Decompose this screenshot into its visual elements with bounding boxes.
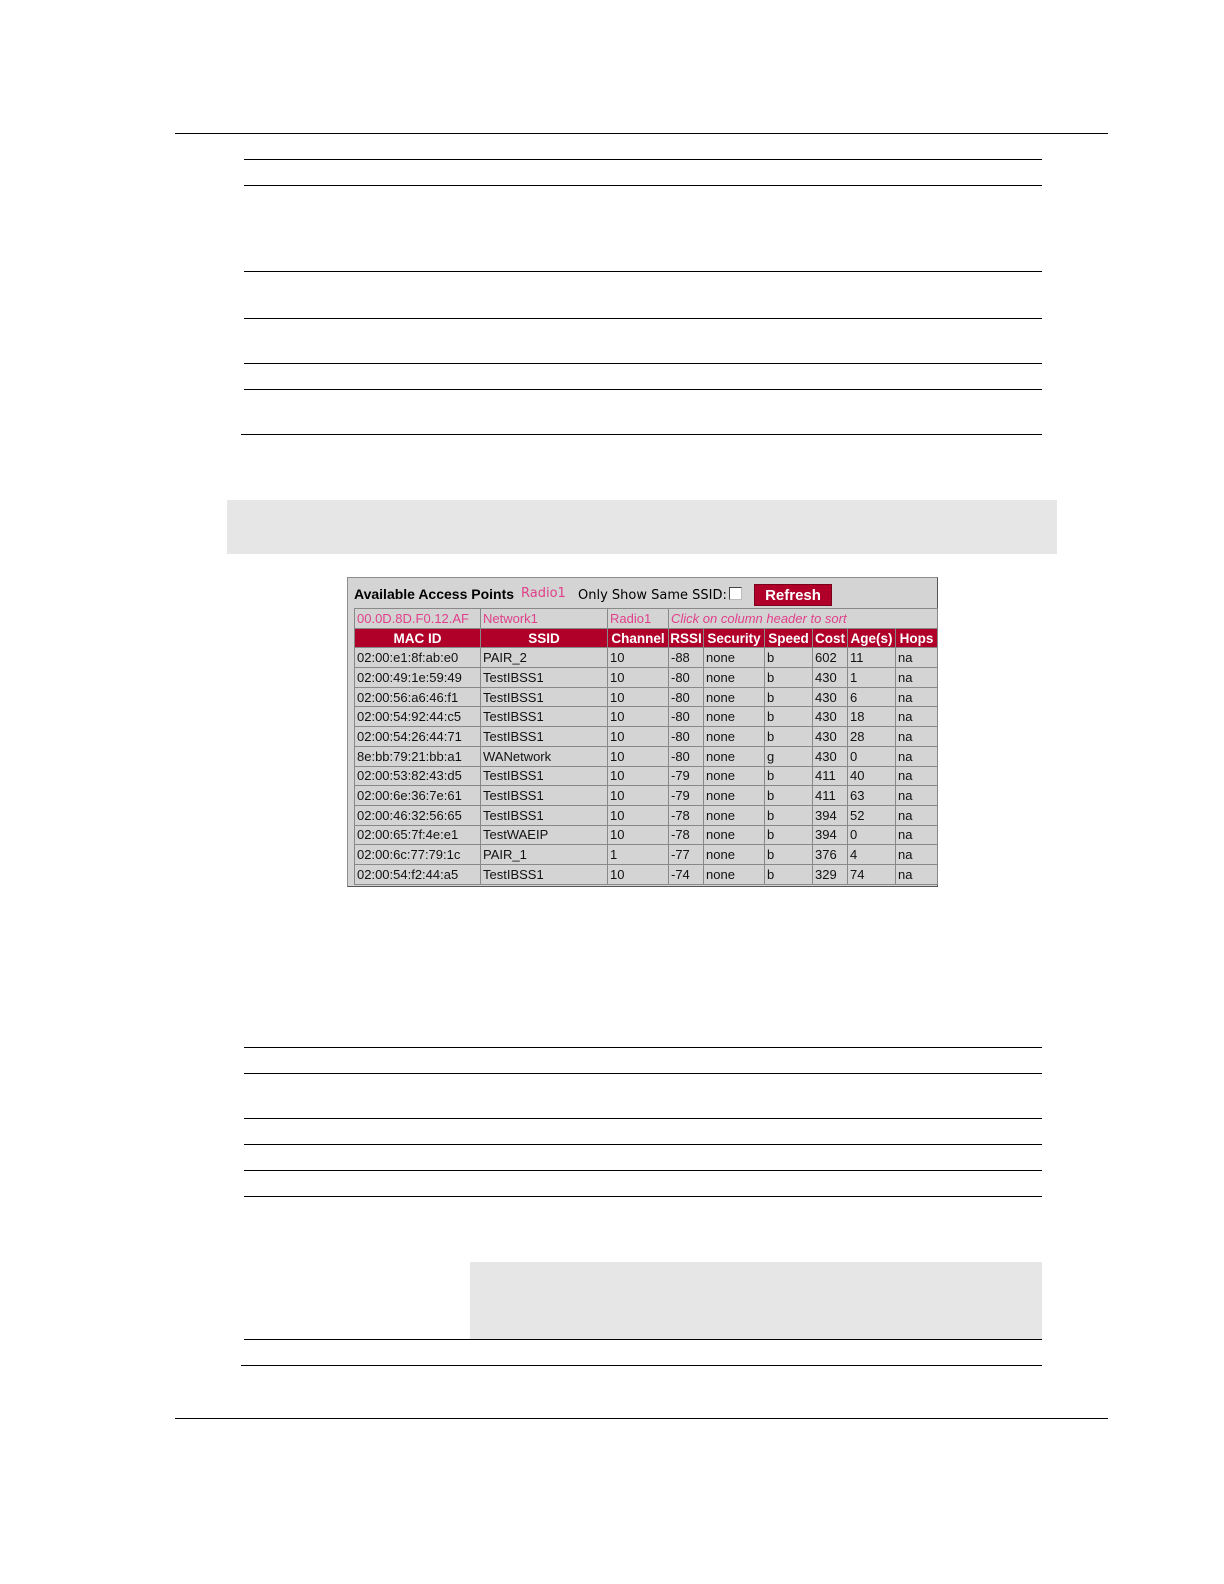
column-header-cost[interactable]: Cost — [813, 629, 848, 649]
table-cell: none — [704, 767, 765, 787]
table-cell: none — [704, 826, 765, 846]
table-rule — [244, 1073, 1042, 1074]
table-cell: 63 — [848, 786, 896, 806]
table-cell: -79 — [669, 786, 704, 806]
table-rule — [244, 1339, 1042, 1340]
column-header-security[interactable]: Security — [704, 629, 765, 649]
table-cell: 02:00:65:7f:4e:e1 — [355, 826, 481, 846]
table-cell: PAIR_2 — [481, 648, 608, 668]
table-rule — [244, 1196, 1042, 1197]
table-row — [355, 845, 938, 865]
table-cell: b — [765, 767, 813, 787]
table-cell: TestIBSS1 — [481, 707, 608, 727]
table-cell: 52 — [848, 806, 896, 826]
footer-rule — [175, 1418, 1108, 1419]
ap-toolbar — [354, 584, 934, 606]
table-cell: na — [896, 826, 938, 846]
shaded-note-band — [227, 500, 1057, 554]
table-cell: 602 — [813, 648, 848, 668]
table-cell: TestIBSS1 — [481, 688, 608, 708]
column-header-hops[interactable]: Hops — [896, 629, 938, 649]
table-cell: g — [765, 747, 813, 767]
column-header-row — [355, 629, 938, 649]
table-cell: -80 — [669, 668, 704, 688]
table-cell: -78 — [669, 806, 704, 826]
table-cell: -80 — [669, 688, 704, 708]
table-cell: TestIBSS1 — [481, 865, 608, 885]
table-row — [355, 747, 938, 767]
table-row — [355, 727, 938, 747]
header-rule — [175, 133, 1108, 134]
table-row — [355, 668, 938, 688]
table-cell: 02:00:53:82:43:d5 — [355, 767, 481, 787]
table-cell: 10 — [608, 648, 669, 668]
table-rule — [244, 1047, 1042, 1048]
sort-hint: Click on column header to sort — [669, 609, 938, 629]
table-cell: none — [704, 688, 765, 708]
table-cell: na — [896, 648, 938, 668]
table-cell: b — [765, 727, 813, 747]
info-mac: 00.0D.8D.F0.12.AF — [355, 609, 481, 629]
info-radio: Radio1 — [608, 609, 669, 629]
table-cell: 40 — [848, 767, 896, 787]
table-cell: na — [896, 845, 938, 865]
table-cell: 10 — [608, 668, 669, 688]
table-cell: 0 — [848, 747, 896, 767]
table-cell: 10 — [608, 727, 669, 747]
same-ssid-checkbox[interactable] — [729, 587, 742, 600]
column-header-age-s[interactable]: Age(s) — [848, 629, 896, 649]
table-cell: na — [896, 668, 938, 688]
table-rule — [244, 1118, 1042, 1119]
table-cell: 02:00:46:32:56:65 — [355, 806, 481, 826]
info-row — [355, 609, 938, 629]
table-cell: none — [704, 786, 765, 806]
access-points-table — [354, 608, 938, 885]
table-row — [355, 688, 938, 708]
table-cell: WANetwork — [481, 747, 608, 767]
table-rule — [241, 1365, 1042, 1366]
table-cell: 02:00:54:92:44:c5 — [355, 707, 481, 727]
table-cell: 10 — [608, 747, 669, 767]
table-cell: b — [765, 806, 813, 826]
table-cell: na — [896, 767, 938, 787]
table-rule — [244, 389, 1042, 390]
table-row — [355, 826, 938, 846]
table-cell: b — [765, 845, 813, 865]
table-cell: 430 — [813, 688, 848, 708]
table-rule — [244, 1170, 1042, 1171]
table-cell: none — [704, 806, 765, 826]
table-cell: TestIBSS1 — [481, 767, 608, 787]
table-cell: 10 — [608, 707, 669, 727]
refresh-button[interactable]: Refresh — [754, 584, 832, 606]
table-cell: 0 — [848, 826, 896, 846]
table-cell: 02:00:6e:36:7e:61 — [355, 786, 481, 806]
table-cell: na — [896, 806, 938, 826]
table-cell: PAIR_1 — [481, 845, 608, 865]
table-row — [355, 767, 938, 787]
column-header-mac-id[interactable]: MAC ID — [355, 629, 481, 649]
table-row — [355, 786, 938, 806]
table-cell: na — [896, 688, 938, 708]
table-cell: -80 — [669, 747, 704, 767]
column-header-rssi[interactable]: RSSI — [669, 629, 704, 649]
table-cell: 411 — [813, 767, 848, 787]
table-cell: -79 — [669, 767, 704, 787]
column-header-speed[interactable]: Speed — [765, 629, 813, 649]
table-row — [355, 707, 938, 727]
column-header-ssid[interactable]: SSID — [481, 629, 608, 649]
table-cell: 1 — [848, 668, 896, 688]
table-cell: b — [765, 648, 813, 668]
table-cell: -77 — [669, 845, 704, 865]
table-cell: none — [704, 707, 765, 727]
table-cell: none — [704, 727, 765, 747]
table-cell: 430 — [813, 707, 848, 727]
table-cell: na — [896, 747, 938, 767]
table-cell: 28 — [848, 727, 896, 747]
table-rule — [244, 1144, 1042, 1145]
table-cell: none — [704, 668, 765, 688]
table-cell: b — [765, 668, 813, 688]
table-cell: na — [896, 786, 938, 806]
table-cell: TestIBSS1 — [481, 727, 608, 747]
table-cell: 74 — [848, 865, 896, 885]
table-cell: 6 — [848, 688, 896, 708]
table-cell: b — [765, 826, 813, 846]
shaded-table-cell — [470, 1262, 1042, 1339]
table-cell: -88 — [669, 648, 704, 668]
table-rule — [241, 434, 1042, 435]
table-cell: TestWAEIP — [481, 826, 608, 846]
table-cell: 430 — [813, 747, 848, 767]
table-cell: none — [704, 747, 765, 767]
table-cell: 02:00:56:a6:46:f1 — [355, 688, 481, 708]
table-cell: -80 — [669, 707, 704, 727]
table-cell: b — [765, 786, 813, 806]
table-cell: TestIBSS1 — [481, 786, 608, 806]
table-cell: 10 — [608, 786, 669, 806]
table-cell: 8e:bb:79:21:bb:a1 — [355, 747, 481, 767]
table-cell: TestIBSS1 — [481, 668, 608, 688]
table-rule — [244, 318, 1042, 319]
table-cell: 02:00:54:26:44:71 — [355, 727, 481, 747]
table-cell: b — [765, 865, 813, 885]
table-cell: 411 — [813, 786, 848, 806]
filter-label: Only Show Same SSID: — [578, 588, 727, 603]
table-cell: none — [704, 845, 765, 865]
table-cell: 10 — [608, 767, 669, 787]
table-cell: -78 — [669, 826, 704, 846]
radio-label: Radio1 — [521, 586, 566, 601]
table-cell: 1 — [608, 845, 669, 865]
info-network: Network1 — [481, 609, 608, 629]
column-header-channel[interactable]: Channel — [608, 629, 669, 649]
table-rule — [244, 363, 1042, 364]
table-cell: 11 — [848, 648, 896, 668]
panel-title: Available Access Points — [354, 586, 515, 602]
table-cell: 4 — [848, 845, 896, 865]
table-cell: none — [704, 865, 765, 885]
table-rule — [244, 271, 1042, 272]
table-cell: none — [704, 648, 765, 668]
table-row — [355, 648, 938, 668]
table-row — [355, 806, 938, 826]
table-row — [355, 865, 938, 885]
table-cell: 430 — [813, 668, 848, 688]
table-cell: 02:00:e1:8f:ab:e0 — [355, 648, 481, 668]
table-cell: 394 — [813, 826, 848, 846]
table-cell: 10 — [608, 865, 669, 885]
table-cell: 329 — [813, 865, 848, 885]
table-cell: 02:00:49:1e:59:49 — [355, 668, 481, 688]
table-cell: 02:00:54:f2:44:a5 — [355, 865, 481, 885]
table-cell: 430 — [813, 727, 848, 747]
table-cell: b — [765, 688, 813, 708]
table-cell: 10 — [608, 688, 669, 708]
available-access-points-panel — [347, 577, 938, 887]
table-cell: na — [896, 727, 938, 747]
table-cell: na — [896, 865, 938, 885]
table-cell: 376 — [813, 845, 848, 865]
table-cell: -74 — [669, 865, 704, 885]
table-cell: b — [765, 707, 813, 727]
table-cell: TestIBSS1 — [481, 806, 608, 826]
table-cell: 18 — [848, 707, 896, 727]
table-cell: 10 — [608, 806, 669, 826]
table-cell: na — [896, 707, 938, 727]
table-cell: 394 — [813, 806, 848, 826]
table-cell: 10 — [608, 826, 669, 846]
table-rule — [244, 159, 1042, 160]
table-rule — [244, 185, 1042, 186]
table-cell: 02:00:6c:77:79:1c — [355, 845, 481, 865]
table-cell: -80 — [669, 727, 704, 747]
